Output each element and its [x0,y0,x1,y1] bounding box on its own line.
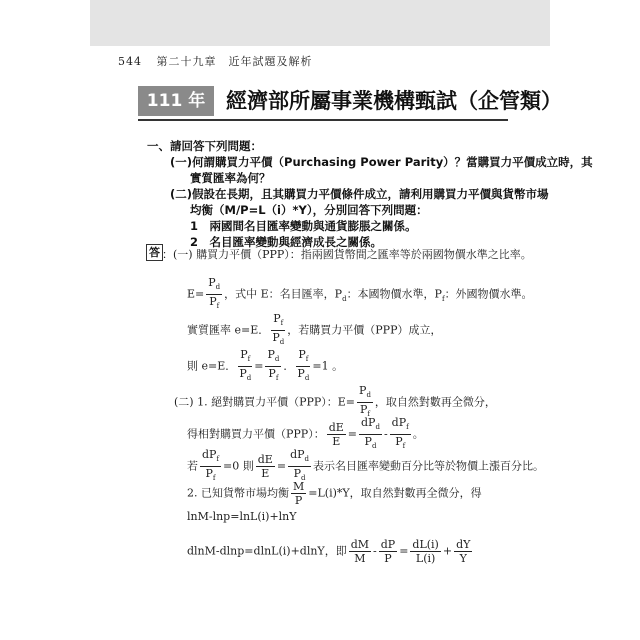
exam-year-badge: 111 年 [138,86,214,116]
answer-mark: 答 [146,244,163,261]
page-number: 544 [118,55,142,68]
question-2-line-1: (二)假設在長期，且其購買力平價條件成立，請利用購買力平價與貨幣市場 [170,187,549,201]
question-1-line-1: (一)何謂購買力平價（Purchasing Power Parity）？當購買力平價成立時，其 [170,155,593,169]
equation-growth-relation: dlnM-dlnp=dlnL(i)+dlnY，即 $\frac{dM}{M}$ - $\frac{dP}{P}$ = $\frac{dL(i)}{L(i)}$ + $\frac{dY}{Y}$ [187,538,471,565]
title-underline [138,119,508,121]
equation-real-rate-equals-one: 則 e=E． $\frac{P_f}{P_d}$ = $\frac{P_d}{P_f}$ ． $\frac{P_f}{P_d}$ =1 。 [187,348,344,383]
equation-money-market: 2. 已知貨幣市場均衡 $\frac{M}{P}$ =L(i)*Y，取自然對數再全微分，得 [187,480,482,507]
equation-inflation-relation: 若 $dP_f$ $P_f$ =0 則 $\frac{dE}{E}$ = $dP_d$ $P_d$ 表示名目匯率變動百分比等於物價上漲百分比。 [187,448,544,483]
question-heading: 一、請回答下列問題： [147,139,262,153]
running-header [118,53,313,69]
question-2-item-2: 2 名目匯率變動與經濟成長之關係。 [190,235,382,249]
question-2-item-1: 1 兩國間名目匯率變動與通貨膨脹之關係。 [190,219,417,233]
top-tab-decoration [90,0,550,46]
exam-title: 經濟部所屬事業機構甄試（企管類） [226,89,562,113]
chapter-title: 第二十九章 近年試題及解析 [156,55,313,68]
equation-log-form: lnM-lnp=lnL(i)+lnY [187,510,297,523]
exam-title-bar [138,86,562,116]
equation-relative-ppp: 得相對購買力平價（PPP）： $\frac{dE}{E}$ = $dP_d$ $P_d$ - $dP_f$ $P_f$ 。 [187,416,424,451]
question-2-line-2: 均衡（M/P=L（i）*Y），分別回答下列問題： [190,203,428,217]
equation-real-exchange-rate: 實質匯率 e=E． $\frac{P_f}{P_d}$ ，若購買力平價（PPP）成立， [187,312,442,347]
question-1-line-2: 實質匯率為何？ [190,171,271,185]
equation-absolute-ppp: (二) 1. 絕對購買力平價（PPP）：E= $\frac{P_d}{P_f}$ ，取自然對數再全微分， [174,384,496,419]
answer-1-definition: ：(一) 購買力平價（PPP）：指兩國貨幣間之匯率等於兩國物價水準之比率。 [162,248,532,261]
equation-exchange-rate: E= $\frac{P_d}{P_f}$ ，式中 E：名目匯率，$P_d$：本國物價水準，$P_f$：外國物價水準。 [187,276,533,311]
